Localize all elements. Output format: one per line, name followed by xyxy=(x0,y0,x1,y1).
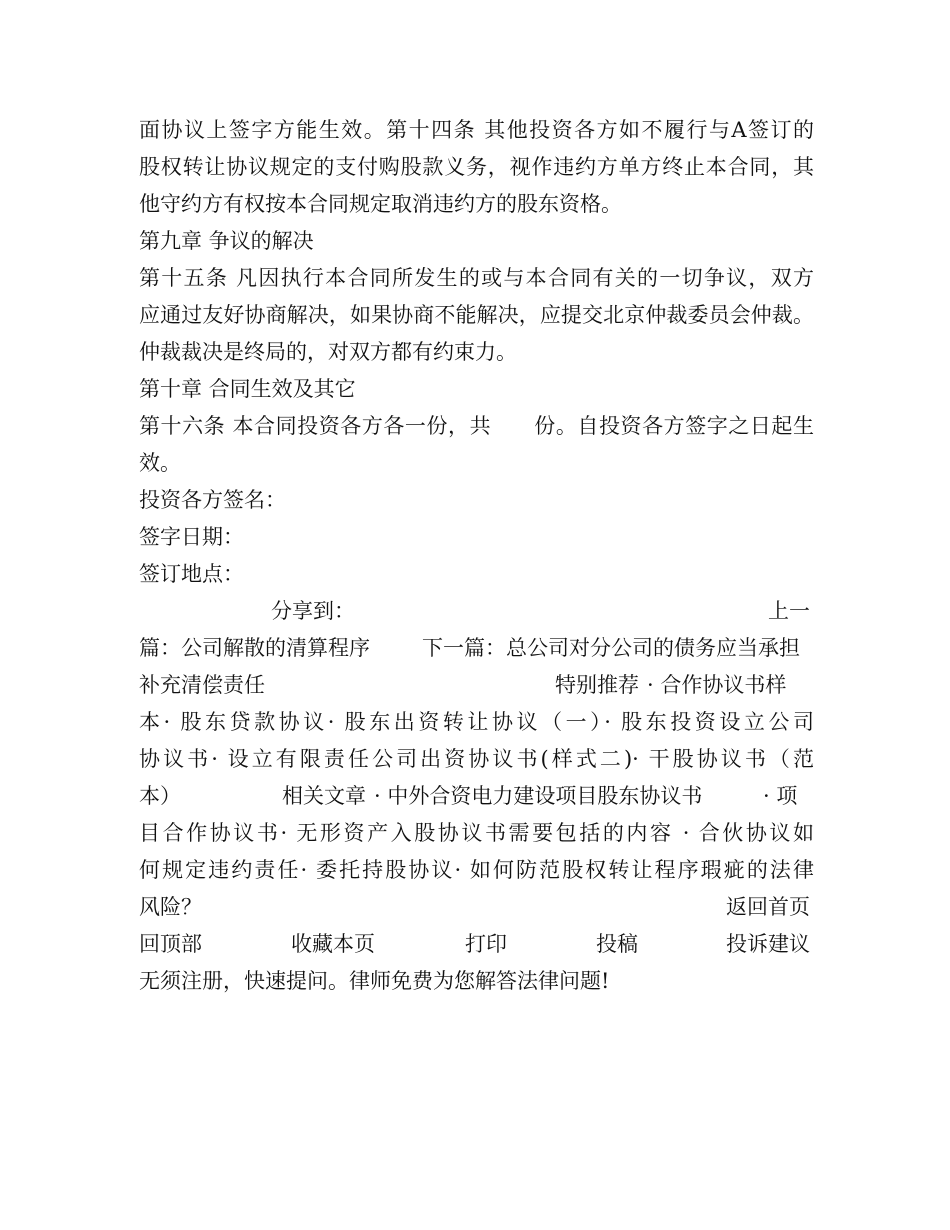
promo-text[interactable]: 无须注册，快速提问。律师免费为您解答法律问题! xyxy=(139,969,610,993)
recommend-label: 特别推荐 xyxy=(555,673,639,697)
recommend-item-link[interactable]: · 合作协议书样 xyxy=(647,673,787,697)
prev-article-link[interactable]: 篇：公司解散的清算程序 xyxy=(139,636,370,660)
body-line: 股权转让协议规定的支付购股款义务，视作违约方单方终止本合同，其 xyxy=(139,155,814,179)
bottom-nav xyxy=(139,927,814,961)
body-line: 效。 xyxy=(139,451,181,475)
related-item-link[interactable]: · 项 xyxy=(763,784,798,808)
related-row xyxy=(139,779,814,813)
related-label: 相关文章 xyxy=(282,784,366,808)
share-label: 分享到： xyxy=(271,599,355,623)
related-item-link[interactable]: 目合作协议书· 无形资产入股协议书需要包括的内容 · 合伙协议如 xyxy=(139,821,814,845)
body-line: 仲裁裁决是终局的，对双方都有约束力。 xyxy=(139,340,517,364)
home-row xyxy=(139,890,814,924)
recommend-row xyxy=(139,668,814,702)
date-label: 签字日期： xyxy=(139,525,244,549)
next-article-link[interactable]: 下一篇：总公司对分公司的债务应当承担 xyxy=(422,636,800,660)
back-to-top-link[interactable]: 回顶部 xyxy=(139,932,202,956)
related-item-link[interactable]: · 中外合资电力建设项目股东协议书 xyxy=(374,784,703,808)
feedback-link[interactable]: 投诉建议 xyxy=(726,932,810,956)
next-article-link[interactable]: 补充清偿责任 xyxy=(139,673,265,697)
share-row xyxy=(139,594,814,628)
home-link[interactable]: 返回首页 xyxy=(726,895,810,919)
bookmark-link[interactable]: 收藏本页 xyxy=(291,932,375,956)
related-item-link[interactable]: 何规定违约责任· 委托持股协议· 如何防范股权转让程序瑕疵的法律 xyxy=(139,858,814,882)
body-line: 应通过友好协商解决，如果协商不能解决，应提交北京仲裁委员会仲裁。 xyxy=(139,303,814,327)
place-label: 签订地点： xyxy=(139,562,244,586)
body-line: 他守约方有权按本合同规定取消违约方的股东资格。 xyxy=(139,192,622,216)
body-line: 面协议上签字方能生效。第十四条 其他投资各方如不履行与A签订的 xyxy=(139,118,814,142)
related-item-link[interactable]: 风险？ xyxy=(139,895,202,919)
recommend-item-link[interactable]: 协议书· 设立有限责任公司出资协议书(样式二)· 干股协议书（范 xyxy=(139,747,814,771)
prev-next-row xyxy=(139,631,814,665)
body-line: 第十五条 凡因执行本合同所发生的或与本合同有关的一切争议，双方 xyxy=(139,266,814,290)
body-line: 第十六条 本合同投资各方各一份，共 份。自投资各方签字之日起生 xyxy=(139,414,814,438)
recommend-item-link[interactable]: 本） xyxy=(139,784,181,808)
prev-article-link[interactable]: 上一 xyxy=(768,599,810,623)
submit-article-link[interactable]: 投稿 xyxy=(596,932,638,956)
print-link[interactable]: 打印 xyxy=(465,932,507,956)
chapter-heading: 第十章 合同生效及其它 xyxy=(139,377,356,401)
chapter-heading: 第九章 争议的解决 xyxy=(139,229,314,253)
signature-label: 投资各方签名： xyxy=(139,488,286,512)
recommend-item-link[interactable]: 本· 股东贷款协议· 股东出资转让协议（一）· 股东投资设立公司 xyxy=(139,710,814,734)
